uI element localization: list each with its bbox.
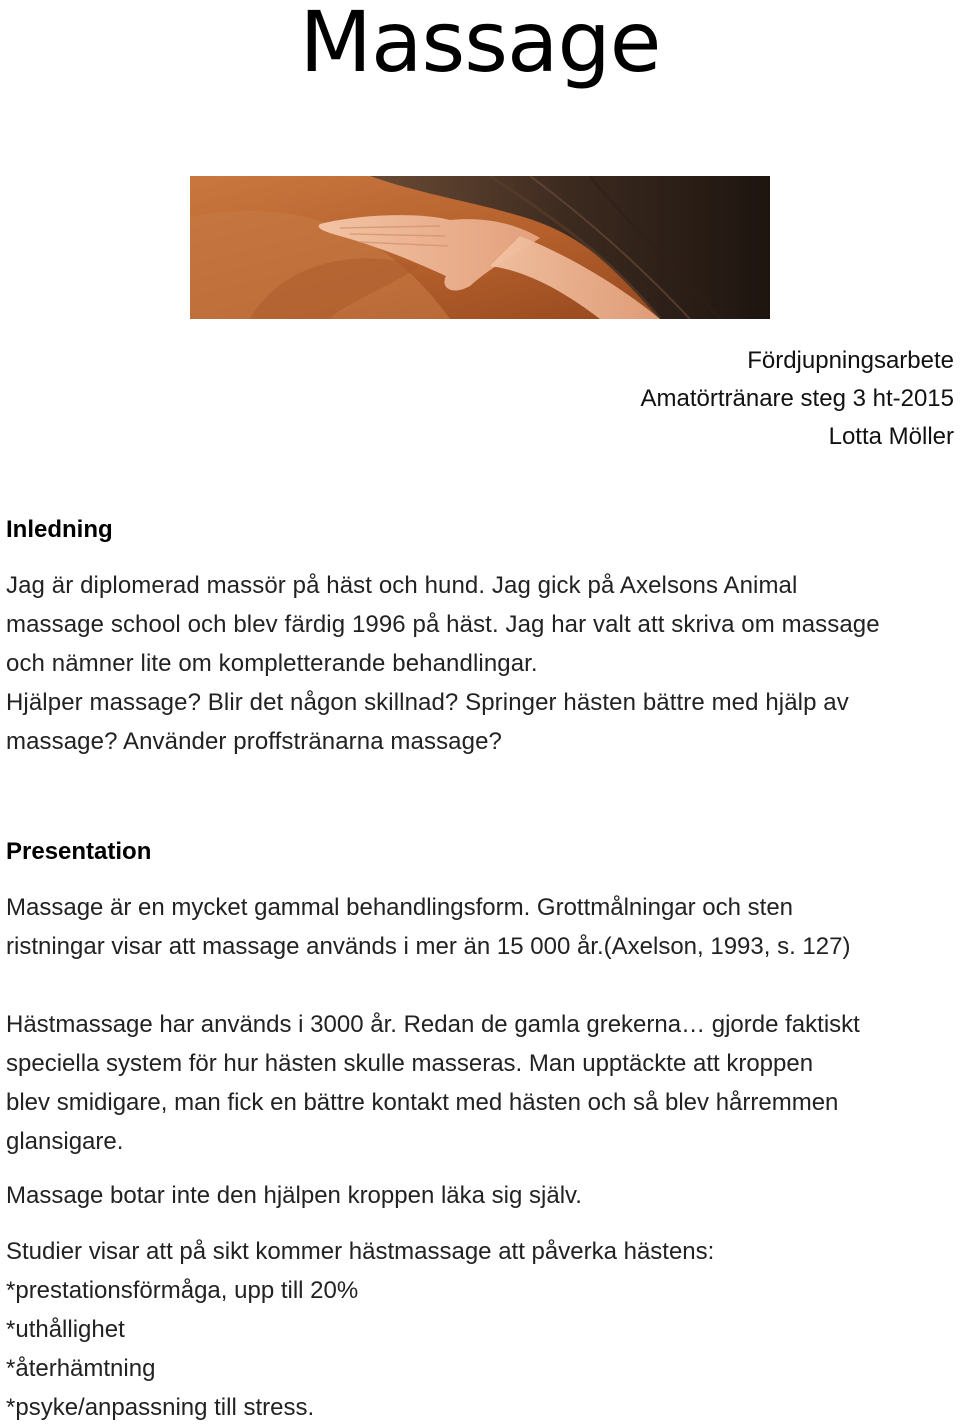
horse-massage-photo	[190, 176, 770, 319]
paragraph-line: Massage botar inte den hjälpen kroppen läka sig själv.	[6, 1182, 582, 1209]
meta-assignment: Fördjupningsarbete	[747, 347, 954, 374]
paragraph-line: ristningar visar att massage används i mer än 15 000 år.(Axelson, 1993, s. 127)	[6, 933, 851, 960]
paragraph-line: Studier visar att på sikt kommer hästmassage att påverka hästens:	[6, 1238, 715, 1265]
meta-course: Amatörtränare steg 3 ht-2015	[640, 385, 954, 412]
paragraph-line: Hästmassage har används i 3000 år. Redan de gamla grekerna… gjorde faktiskt	[6, 1011, 860, 1038]
paragraph-line: Massage är en mycket gammal behandlingsform. Grottmålningar och sten	[6, 894, 794, 921]
presentation-paragraph-4	[6, 1232, 951, 1427]
intro-line: Jag är diplomerad massör på häst och hund. Jag gick på Axelsons Animal	[6, 572, 798, 599]
intro-line: och nämner lite om kompletterande behandlingar.	[6, 650, 538, 677]
list-item: *prestationsförmåga, upp till 20%	[6, 1277, 359, 1304]
heading-presentation: Presentation	[6, 838, 152, 865]
presentation-paragraph-2	[6, 1005, 951, 1161]
paragraph-line: blev smidigare, man fick en bättre kontakt med hästen och så blev hårremmen	[6, 1089, 839, 1116]
list-item: *psyke/anpassning till stress.	[6, 1394, 315, 1421]
intro-paragraph	[6, 566, 951, 761]
author-info	[640, 342, 954, 456]
list-item: *återhämtning	[6, 1355, 156, 1382]
paragraph-line: speciella system för hur hästen skulle masseras. Man upptäckte att kroppen	[6, 1050, 814, 1077]
presentation-paragraph-1	[6, 888, 951, 966]
document-title: Massage	[299, 0, 661, 91]
intro-line: Hjälper massage? Blir det någon skillnad? Springer hästen bättre med hjälp av	[6, 689, 849, 716]
presentation-paragraph-3	[6, 1176, 951, 1215]
intro-line: massage school och blev färdig 1996 på häst. Jag har valt att skriva om massage	[6, 611, 880, 638]
heading-inledning: Inledning	[6, 516, 113, 543]
meta-author: Lotta Möller	[828, 423, 954, 450]
intro-line: massage? Använder proffstränarna massage?	[6, 728, 502, 755]
list-item: *uthållighet	[6, 1316, 125, 1343]
paragraph-line: glansigare.	[6, 1128, 124, 1155]
